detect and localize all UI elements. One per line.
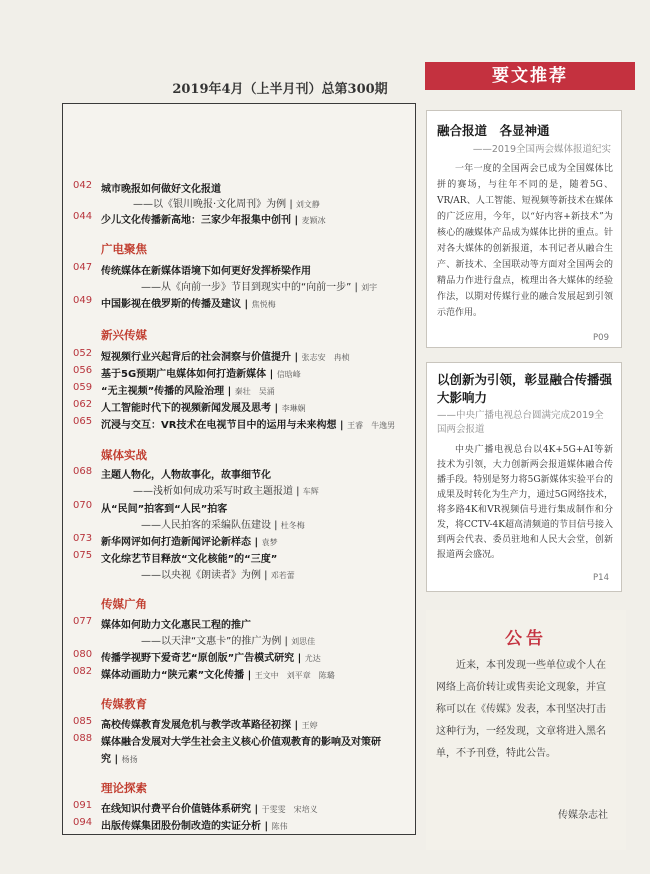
entry-title: 少儿文化传播新高地：三家少年报集中创刊 <box>101 215 291 226</box>
entry-author: 于雯雯 宋培义 <box>261 805 318 814</box>
article-body: 一年一度的全国两会已成为全国媒体比拼的赛场，与往年不同的是，随着5G、VR/AR、人工智能、短视频等新技术在媒体的广泛应用，今年，以“好内容+新技术”为核心的融媒体产品成为媒体比拼的重点。针对各大媒体的创新报道，本刊记者从融合生产、新技术、全国联动等方面对全国两会的精品力作进行盘点，梳理出各大媒体的经验作法，以期对传媒行业的融合发展起到引领示范作用。 <box>437 164 613 318</box>
entry-author: 李琳娴 <box>281 404 306 413</box>
entry-title: 媒体融合发展对大学生社会主义核心价值观教育的影响及对策研 <box>101 737 381 748</box>
section-heading: 媒体实战 <box>101 448 147 462</box>
entry-title: 在线知识付费平台价值链体系研究 <box>101 804 251 815</box>
section-heading: 新兴传媒 <box>101 328 147 342</box>
entry-title: 出版传媒集团股份制改造的实证分析 <box>101 821 261 832</box>
table-of-contents: 042 城市晚报如何做好文化报道 ——以《银川晚报·文化周刊》为例 | 刘文静 044 少儿文化传播新高地：三家少年报集中创刊 | 麦颖冰 广电聚焦 047 传统媒体在新媒体语境下如何更好发挥桥梁作用 ——从《向前一步》节目到现实中的“向前一步” | 刘宇 049 中国影视在俄罗斯的传播及建议 | 焦悦梅 新兴传媒 052 短视频行业兴起背后的社会洞察与价值提升 | 张志安 冉桢 056 基于5G预期广电媒体如何打造新媒体 | 信晗峰 059 “无主视频”传播的风险治理 | 秦壮 吴涌 062 人工智能时代下的视频新闻发展及思考 | 李琳娴 065 沉浸与交互：VR技术在电视节目中的运用与未来构想 | 王睿 牛逸男 媒体实战 068 主题人物化，人物故事化，故事细节化 ——浅析如何成功采写时政主题报道 | 车辉 070 从“民间”拍客到“人民”拍客 ——人民拍客的采编队伍建设 | 杜冬梅 073 新华网评如何打造新闻评论新样态 | 袁梦 075 文化综艺节目释放“文化核能”的“三度” ——以央视《朗读者》为例 | 邓若蕾 传媒广角 077 媒体如何助力文化惠民工程的推广 ——以天津“文惠卡”的推广为例 | 刘思佳 080 传播学视野下爱奇艺“原创版”广告模式研究 | 尤达 082 媒体动画助力“陕元素”文化传播 | 王文中 刘平章 陈璐 传媒教育 085 高校传媒教育发展危机与教学改革路径初探 | 王婷 088 媒体融合发展对大学生社会主义核心价值观教育的影响及对策研 究 | 杨扬 理论探索 091 在线知识付费平台价值链体系研究 | 于雯雯 宋培义 094 出版传媒集团股份制改造的实证分析 | 陈伟 <box>62 103 416 835</box>
entry-subtitle: ——以央视《朗读者》为例 <box>141 570 261 581</box>
entry-author: 陈伟 <box>271 822 288 831</box>
entry-title: 短视频行业兴起背后的社会洞察与价值提升 <box>101 352 291 363</box>
entry-author: 麦颖冰 <box>301 216 326 225</box>
section-heading: 传媒教育 <box>101 697 147 711</box>
entry-title: 人工智能时代下的视频新闻发展及思考 <box>101 403 271 414</box>
article-subtitle: ——中央广播电视总台圆满完成2019全国两会报道 <box>437 410 604 435</box>
page-number: 085 <box>73 716 93 727</box>
article-page: P14 <box>593 573 609 583</box>
entry-title: 从“民间”拍客到“人民”拍客 <box>101 504 228 515</box>
notice-body: 近来，本刊发现一些单位或个人在网络上高价转让或售卖论文现象，并宣称可以在《传媒》发表，本刊坚决打击这种行为，一经发现，文章将进入黑名单，不予刊登，特此公告。 <box>436 660 606 759</box>
notice-title: 公告 <box>505 629 547 649</box>
entry-subtitle: ——人民拍客的采编队伍建设 <box>141 520 271 531</box>
entry-subtitle: ——以《银川晚报·文化周刊》为例 <box>133 199 287 210</box>
entry-title: 传统媒体在新媒体语境下如何更好发挥桥梁作用 <box>101 266 311 277</box>
entry-author: 信晗峰 <box>276 370 301 379</box>
featured-article-1[interactable] <box>426 110 622 348</box>
entry-author: 焦悦梅 <box>251 300 276 309</box>
page-number: 056 <box>73 365 93 376</box>
entry-title: 基于5G预期广电媒体如何打造新媒体 <box>101 369 267 380</box>
page-number: 073 <box>73 533 93 544</box>
section-heading: 传媒广角 <box>101 597 147 611</box>
page-number: 068 <box>73 466 93 477</box>
entry-author: 王睿 牛逸男 <box>347 421 396 430</box>
entry-author: 刘思佳 <box>291 637 316 646</box>
page-number: 044 <box>73 211 93 222</box>
entry-title: 城市晚报如何做好文化报道 <box>101 184 221 195</box>
page-number: 052 <box>73 348 93 359</box>
page-number: 070 <box>73 500 93 511</box>
page-number: 094 <box>73 817 93 828</box>
entry-author: 王婷 <box>301 721 318 730</box>
entry-title: 传播学视野下爱奇艺“原创版”广告模式研究 <box>101 653 295 664</box>
page-number: 042 <box>73 180 93 191</box>
section-heading: 理论探索 <box>101 781 147 795</box>
entry-subtitle: ——以天津“文惠卡”的推广为例 <box>141 636 282 647</box>
entry-author: 尤达 <box>304 654 321 663</box>
entry-author: 杜冬梅 <box>280 521 305 530</box>
article-subtitle: ——2019全国两会媒体报道纪实 <box>472 144 611 155</box>
entry-author: 刘文静 <box>295 200 320 209</box>
entry-author: 张志安 冉桢 <box>301 353 350 362</box>
entry-author: 车辉 <box>302 487 319 496</box>
page-number: 075 <box>73 550 93 561</box>
entry-title: 高校传媒教育发展危机与教学改革路径初探 <box>101 720 291 731</box>
notice-signature: 传媒杂志社 <box>558 810 608 821</box>
entry-subtitle: ——浅析如何成功采写时政主题报道 <box>133 486 293 497</box>
entry-author: 王文中 刘平章 陈璐 <box>254 671 335 680</box>
entry-author: 刘宇 <box>361 283 378 292</box>
article-page: P09 <box>593 333 609 343</box>
page-number: 091 <box>73 800 93 811</box>
entry-author: 秦壮 吴涌 <box>234 387 275 396</box>
entry-title: “无主视频”传播的风险治理 <box>101 386 225 397</box>
page-number: 082 <box>73 666 93 677</box>
featured-banner: 要文推荐 <box>425 62 635 90</box>
entry-author: 邓若蕾 <box>270 571 295 580</box>
issue-line: 2019年4月（上半月刊）总第300期 <box>172 82 388 97</box>
article-title: 以创新为引领，彰显融合传播强大影响力 <box>437 372 613 405</box>
page-number: 047 <box>73 262 93 273</box>
page-number: 059 <box>73 382 93 393</box>
entry-title: 新华网评如何打造新闻评论新样态 <box>101 537 251 548</box>
entry-title: 媒体如何助力文化惠民工程的推广 <box>101 620 251 631</box>
page-number: 080 <box>73 649 93 660</box>
entry-subtitle: ——从《向前一步》节目到现实中的“向前一步” <box>141 282 352 293</box>
entry-title: 中国影视在俄罗斯的传播及建议 <box>101 299 241 310</box>
entry-author: 杨扬 <box>121 755 138 764</box>
page-number: 077 <box>73 616 93 627</box>
article-title: 融合报道 各显神通 <box>437 123 550 138</box>
notice-panel <box>426 610 626 850</box>
entry-title: 沉浸与交互：VR技术在电视节目中的运用与未来构想 <box>101 420 337 431</box>
page-number: 088 <box>73 733 93 744</box>
entry-title-continued: 究 <box>101 754 111 765</box>
page-number: 049 <box>73 295 93 306</box>
section-heading: 广电聚焦 <box>101 242 147 256</box>
entry-title: 媒体动画助力“陕元素”文化传播 <box>101 670 245 681</box>
featured-article-2[interactable] <box>426 362 622 592</box>
page-number: 062 <box>73 399 93 410</box>
article-body: 中央广播电视总台以4K+5G+AI等新技术为引领，大力创新两会报道媒体融合传播手段。特别是努力将5G新媒体实验平台的成果及时转化为生产力，通过5G网络技术，将多路4K和VR视频信号进行集成制作和分发，将CCTV-4K超高清频道的节目信号接入到两会代表、委员驻地和人民大会堂，创新报道两会盛况。 <box>437 445 613 560</box>
entry-title: 文化综艺节目释放“文化核能”的“三度” <box>101 554 278 565</box>
entry-author: 袁梦 <box>261 538 278 547</box>
entry-title: 主题人物化，人物故事化，故事细节化 <box>101 470 271 481</box>
page-number: 065 <box>73 416 93 427</box>
